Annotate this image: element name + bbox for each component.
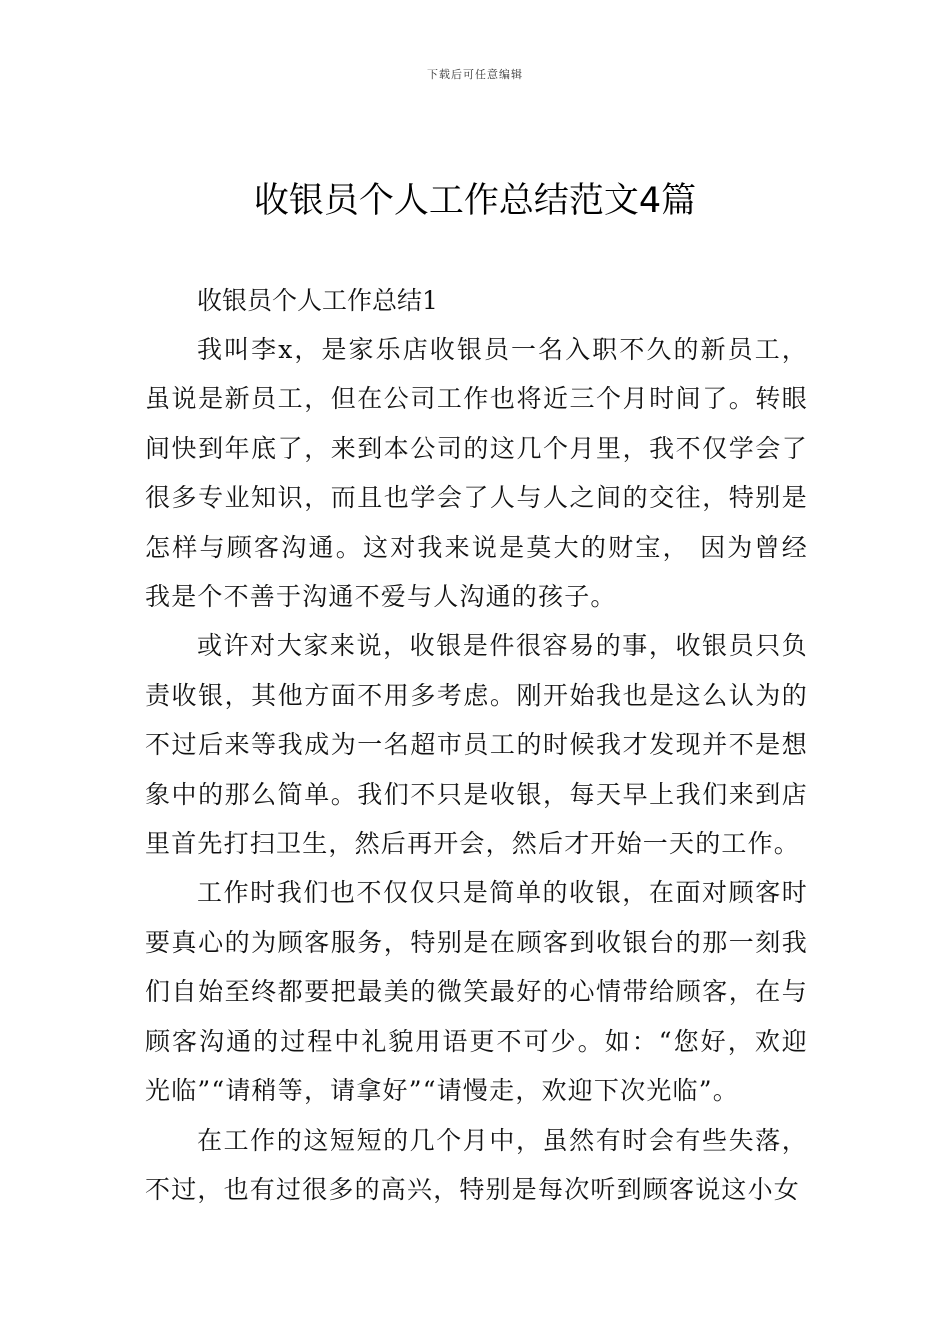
paragraph-4: 在工作的这短短的几个月中，虽然有时会有些失落，不过，也有过很多的高兴，特别是每次听到顾客说这小女 (145, 1125, 808, 1204)
paragraph-1: 我叫李x，是家乐店收银员一名入职不久的新员工，虽说是新员工，但在公司工作也将近三个月时间了。转眼间快到年底了，来到本公司的这几个月里，我不仅学会了很多专业知识，而且也学会了人与人之间的交往，特别是怎样与顾客沟通。这对我来说是莫大的财宝， 因为曾经我是个不善于沟通不爱与人沟通的孩子。 (145, 335, 808, 612)
header-note: 下载后可任意编辑 (427, 68, 523, 81)
document-body (145, 276, 808, 1214)
paragraph-2: 或许对大家来说，收银是件很容易的事，收银员只负责收银，其他方面不用多考虑。刚开始我也是这么认为的不过后来等我成为一名超市员工的时候我才发现并不是想象中的那么简单。我们不只是收银，每天早上我们来到店里首先打扫卫生，然后再开会，然后才开始一天的工作。 (145, 631, 808, 859)
document-title: 收银员个人工作总结范文4篇 (253, 181, 697, 221)
paragraph-3: 工作时我们也不仅仅只是简单的收银，在面对顾客时要真心的为顾客服务，特别是在顾客到收银台的那一刻我们自始至终都要把最美的微笑最好的心情带给顾客，在与顾客沟通的过程中礼貌用语更不可少。如：“您好，欢迎光临”“请稍等，请拿好”“请慢走，欢迎下次光临”。 (145, 878, 808, 1106)
section-subtitle: 收银员个人工作总结1 (197, 286, 438, 315)
